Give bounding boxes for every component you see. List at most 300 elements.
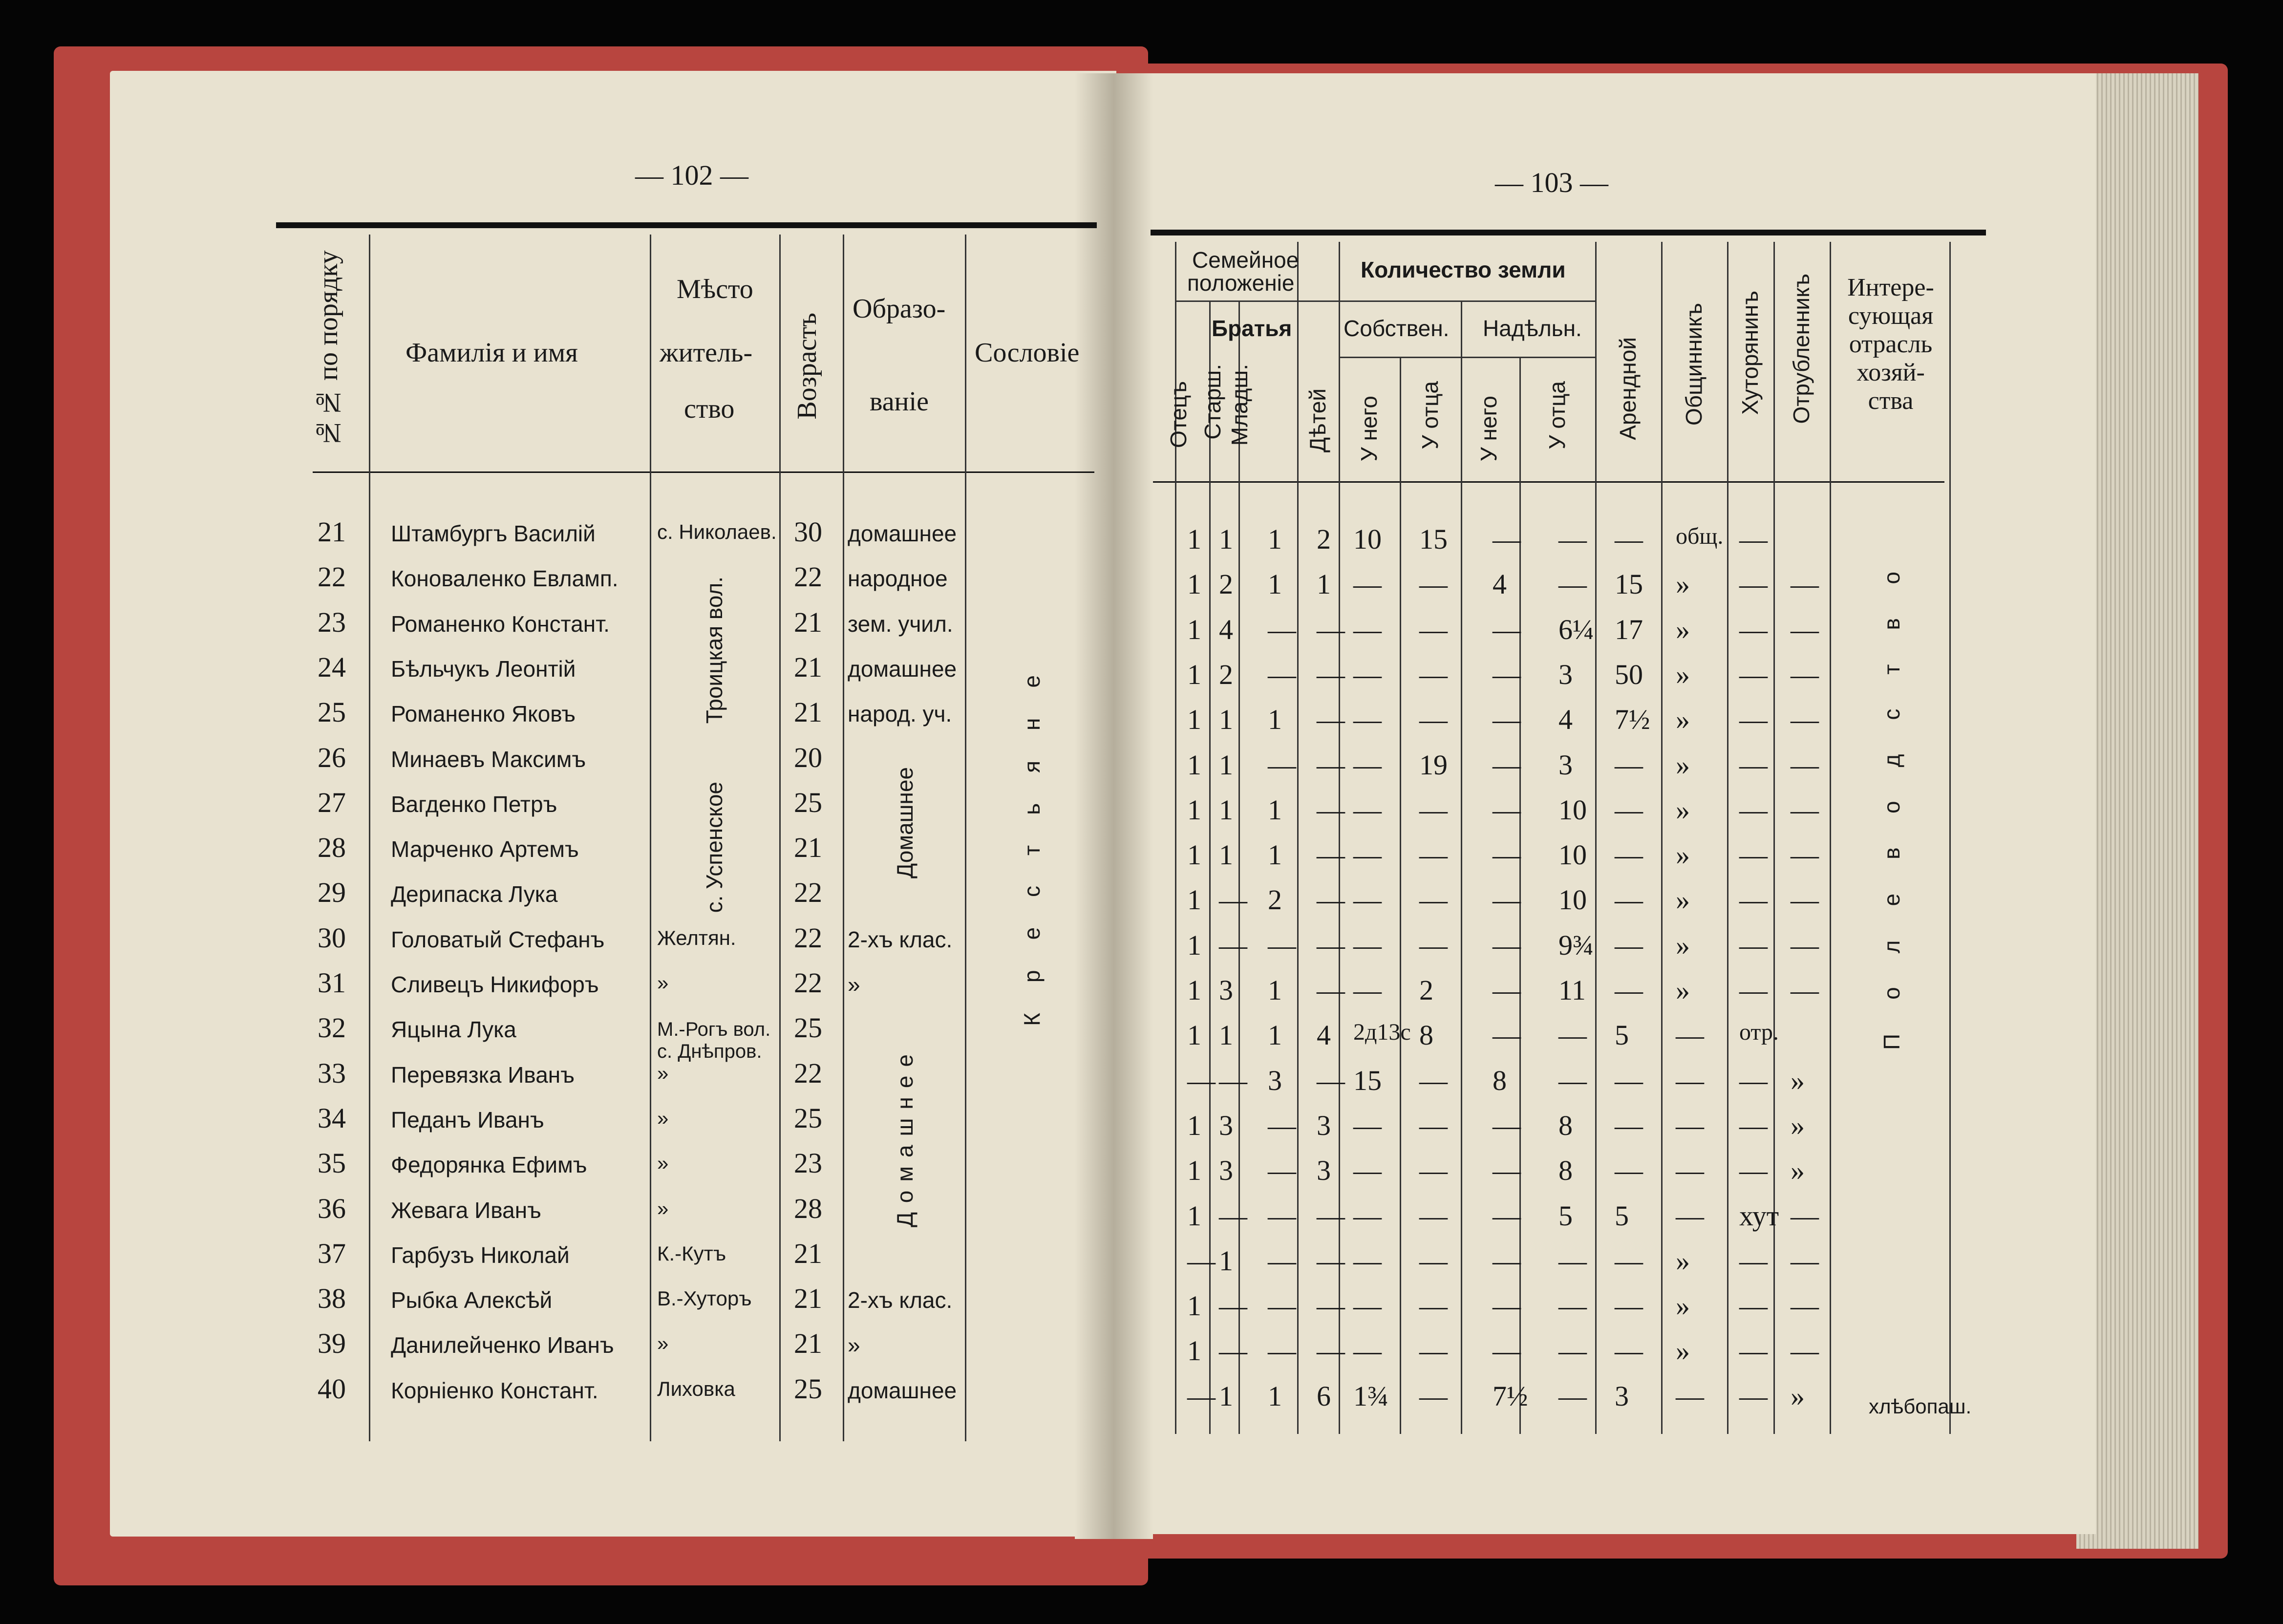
right-cell: 3 [1268,1065,1282,1096]
row-name: Романенко Яковъ [391,701,576,727]
right-cell: — [1791,1200,1819,1232]
right-cell: 7½ [1615,704,1650,735]
right-cell: 1 [1268,1380,1282,1412]
right-cell: — [1317,974,1345,1006]
right-cell: — [1739,1245,1768,1277]
right-cell: — [1419,929,1448,961]
right-cell: — [1493,1110,1521,1141]
book-gutter [1075,73,1153,1539]
col-divider [1830,242,1831,1434]
row-name: Дерипаска Лука [391,881,558,907]
right-cell: — [1739,568,1768,600]
right-cell: 1 [1187,1200,1201,1232]
row-name: Коноваленко Евламп. [391,566,619,591]
right-cell: — [1615,1290,1643,1322]
right-cell: — [1317,1245,1345,1277]
right-cell: — [1353,749,1382,781]
header-otrub: Отрубленникъ [1789,274,1814,424]
right-cell: 1 [1317,568,1331,600]
header-his: У него [1356,396,1382,462]
right-cell: — [1739,523,1768,555]
header-family-2: положеніе [1187,270,1295,296]
right-cell: — [1317,749,1345,781]
right-cell: 3 [1615,1380,1629,1412]
row-name: Жевага Иванъ [391,1197,541,1223]
right-cell: 8 [1419,1019,1433,1051]
header-interest-line: хозяй- [1856,359,1925,386]
right-cell: — [1353,1290,1382,1322]
row-age: 21 [794,1238,822,1269]
right-cell: » [1676,659,1690,690]
right-cell: 3 [1219,974,1233,1006]
right-cell: — [1268,614,1296,645]
right-cell: 2 [1419,974,1433,1006]
right-cell: 1 [1187,839,1201,871]
row-number: 30 [318,922,346,954]
row-number: 32 [318,1012,346,1044]
right-cell: — [1493,974,1521,1006]
header-allot: Надѣльн. [1483,316,1582,341]
vertical-estate: Крестьяне [1019,645,1045,1026]
right-cell: 1 [1187,614,1201,645]
top-rule-left [276,222,1097,228]
row-number: 22 [318,561,346,593]
right-cell: — [1739,1154,1768,1186]
right-cell: — [1739,1110,1768,1141]
row-age: 21 [794,832,822,863]
row-age: 21 [794,1282,822,1314]
right-cell: — [1317,1065,1345,1096]
header-place-1: Мѣсто [677,274,753,304]
col-divider [369,235,370,1441]
col-divider [965,235,966,1441]
row-name: Головатый Стефанъ [391,927,605,952]
right-cell: — [1353,568,1382,600]
row-age: 23 [794,1147,822,1179]
row-number: 40 [318,1373,346,1405]
right-cell: — [1791,1245,1819,1277]
row-education: зем. учил. [848,611,953,637]
row-age: 21 [794,696,822,728]
row-name: Сливецъ Никифоръ [391,972,599,997]
right-cell: 1 [1187,749,1201,781]
right-cell: 1 [1219,704,1233,735]
header-own: Собствен. [1344,316,1450,341]
right-cell: — [1353,1200,1382,1232]
right-cell: — [1353,614,1382,645]
row-age: 30 [794,516,822,548]
right-cell: 1 [1219,1245,1233,1277]
right-cell: — [1187,1245,1216,1277]
right-cell: — [1791,749,1819,781]
header-fathers: У отца [1417,381,1443,449]
top-rule-right [1151,230,1986,235]
right-cell: » [1791,1065,1805,1096]
row-education: домашнее [848,656,957,682]
page-number-right: — 103 — [1495,167,1608,198]
col-divider [650,235,651,1441]
right-cell: 1 [1187,523,1201,555]
row-name: Гарбузъ Николай [391,1242,570,1268]
right-cell: — [1615,1154,1643,1186]
right-cell: 1 [1219,1019,1233,1051]
right-cell: 1 [1268,568,1282,600]
right-cell: 1 [1219,1380,1233,1412]
header-name: Фамилія и имя [405,338,578,368]
row-name: Романенко Констант. [391,611,610,637]
right-cell: — [1558,568,1587,600]
row-age: 21 [794,651,822,683]
header-interest-line: Интере- [1847,274,1934,301]
right-cell: — [1317,1335,1345,1367]
right-cell: — [1676,1200,1704,1232]
row-education: 2-хъ клас. [848,1287,953,1313]
right-cell: » [1676,794,1690,826]
right-cell: 17 [1615,614,1643,645]
right-cell: 1 [1219,749,1233,781]
right-cell: — [1739,794,1768,826]
right-cell: 9¾ [1558,929,1594,961]
row-name: Педанъ Иванъ [391,1107,544,1133]
right-cell: — [1419,839,1448,871]
row-number: 34 [318,1102,346,1134]
header-interest-line: отрасль [1849,330,1933,358]
row-number: 39 [318,1327,346,1359]
right-cell: — [1791,659,1819,690]
right-cell: 15 [1353,1065,1382,1096]
right-cell: — [1615,794,1643,826]
row-number: 24 [318,651,346,683]
right-cell: 1 [1268,1019,1282,1051]
right-cell: — [1739,1335,1768,1367]
right-cell: 1 [1187,1019,1201,1051]
right-cell: 10 [1558,794,1587,826]
right-cell: 1 [1187,568,1201,600]
right-cell: — [1493,1200,1521,1232]
right-cell: — [1187,1380,1216,1412]
row-age: 25 [794,1102,822,1134]
right-cell: — [1219,929,1247,961]
row-place: » [657,1152,669,1175]
header-education-1: Образо- [853,294,946,324]
col-divider [1595,242,1597,1434]
header-rule-right [1153,481,1944,483]
right-cell: 11 [1558,974,1586,1006]
subheader-rule [1339,357,1595,358]
vertical-edu-1: Домашнее [892,767,917,878]
right-cell: — [1353,974,1382,1006]
row-number: 33 [318,1057,346,1089]
header-fathers2: У отца [1544,381,1570,449]
right-cell: — [1493,749,1521,781]
row-name: Яцына Лука [391,1017,516,1042]
right-cell: 1 [1187,974,1201,1006]
right-cell: — [1493,523,1521,555]
right-cell: — [1558,1290,1587,1322]
right-cell: 1 [1187,1154,1201,1186]
right-cell: — [1739,929,1768,961]
right-cell: » [1791,1110,1805,1141]
right-cell: — [1317,884,1345,916]
right-cell: 1 [1268,523,1282,555]
right-cell: 4 [1493,568,1507,600]
right-cell: » [1791,1154,1805,1186]
right-cell: — [1419,1290,1448,1322]
header-interest [1839,274,1942,415]
header-communal: Общинникъ [1681,303,1707,426]
right-cell: 6¼ [1558,614,1594,645]
right-cell: — [1739,614,1768,645]
right-cell: — [1419,704,1448,735]
right-cell: — [1676,1380,1704,1412]
header-brothers: Братья [1212,316,1292,341]
header-place-3: ство [684,394,735,424]
right-cell: — [1791,794,1819,826]
right-cell: — [1493,794,1521,826]
row-age: 25 [794,787,822,818]
right-cell: 3 [1317,1110,1331,1141]
right-cell: — [1219,1290,1247,1322]
right-cell: — [1419,1200,1448,1232]
header-rent: Арендной [1615,337,1641,440]
right-cell: — [1419,1245,1448,1277]
row-name: Корніенко Констант. [391,1378,598,1403]
right-cell: 5 [1558,1200,1573,1232]
right-cell: 1 [1268,974,1282,1006]
col-divider [843,235,844,1441]
right-cell: — [1558,523,1587,555]
right-cell: — [1615,974,1643,1006]
right-cell: 19 [1419,749,1448,781]
right-cell: 2 [1317,523,1331,555]
right-cell: — [1739,884,1768,916]
right-cell: — [1419,1380,1448,1412]
right-cell: — [1317,704,1345,735]
right-cell: — [1791,839,1819,871]
right-cell: 1 [1187,1335,1201,1367]
right-cell: — [1791,704,1819,735]
header-younger: Младш. [1227,364,1252,446]
row-name: Штамбургъ Василій [391,521,596,546]
right-cell: — [1353,659,1382,690]
row-number: 21 [318,516,346,548]
right-cell: 10 [1558,839,1587,871]
right-cell: 50 [1615,659,1643,690]
right-cell: — [1317,659,1345,690]
row-age: 22 [794,876,822,908]
row-place: К.-Кутъ [657,1242,726,1265]
header-rule-left [313,471,1094,473]
col-divider [1461,300,1462,1434]
right-cell: 1 [1268,839,1282,871]
right-cell: — [1791,614,1819,645]
right-cell: 3 [1219,1110,1233,1141]
right-cell: » [1676,1335,1690,1367]
right-cell: — [1615,749,1643,781]
right-cell: — [1739,974,1768,1006]
row-age: 22 [794,967,822,999]
right-cell: — [1615,1245,1643,1277]
right-cell: — [1317,929,1345,961]
col-divider [1727,242,1728,1434]
right-cell: 10 [1558,884,1587,916]
right-cell: хут [1739,1200,1779,1232]
header-place-2: житель- [660,338,753,368]
right-cell: » [1676,749,1690,781]
row-number: 36 [318,1193,346,1224]
right-cell: 8 [1558,1110,1573,1141]
vertical-interest: Полеводство [1879,537,1904,1050]
row-name: Марченко Артемъ [391,836,579,862]
right-cell: — [1219,1200,1247,1232]
header-land: Количество земли [1361,257,1566,282]
right-cell: — [1493,1245,1521,1277]
right-cell: — [1493,704,1521,735]
row-age: 25 [794,1373,822,1405]
right-cell: 6 [1317,1380,1331,1412]
header-education-2: ваніе [870,386,929,417]
right-cell: » [1676,704,1690,735]
right-cell: — [1615,1335,1643,1367]
right-cell: — [1419,659,1448,690]
right-cell: 3 [1317,1154,1331,1186]
header-older: Старш. [1200,364,1225,440]
row-education: народное [848,566,948,591]
right-cell: — [1739,659,1768,690]
header-khutor: Хуторянинъ [1737,291,1763,415]
header-age: Возрастъ [792,313,822,420]
header-num: №№ по порядку [313,250,343,449]
row-number: 35 [318,1147,346,1179]
right-cell: 1 [1219,523,1233,555]
place-32-line1: М.-Рогъ вол. [657,1019,771,1040]
right-cell: 3 [1558,749,1573,781]
right-cell: — [1558,1019,1587,1051]
right-cell: » [1676,884,1690,916]
right-cell: 1 [1187,659,1201,690]
col-divider [779,235,781,1441]
row-number: 27 [318,787,346,818]
right-cell: 2 [1219,568,1233,600]
right-cell: — [1615,1065,1643,1096]
right-cell: 1 [1187,1290,1201,1322]
row-place: » [657,971,669,994]
right-cell: — [1493,659,1521,690]
row-age: 22 [794,561,822,593]
right-cell: — [1187,1065,1216,1096]
right-cell: — [1419,794,1448,826]
right-cell: — [1419,614,1448,645]
right-cell: — [1791,568,1819,600]
right-cell: 1 [1187,704,1201,735]
right-cell: — [1268,1110,1296,1141]
col-divider [1773,242,1775,1434]
vertical-place-1: Троицкая вол. [702,577,727,724]
col-divider [1400,357,1401,1434]
header-estate: Сословіе [975,338,1080,368]
right-cell: — [1419,1154,1448,1186]
right-cell: 1 [1268,794,1282,826]
right-cell: общ. [1676,523,1724,549]
right-cell: — [1419,1335,1448,1367]
right-cell: — [1493,839,1521,871]
row-name: Минаевъ Максимъ [391,747,586,772]
row-place: » [657,1107,669,1130]
header-family-1: Семейное [1192,247,1299,273]
right-cell: — [1317,839,1345,871]
row-number: 26 [318,742,346,773]
right-cell: — [1739,1380,1768,1412]
right-cell: — [1739,1290,1768,1322]
right-cell: 15 [1419,523,1448,555]
right-cell: 4 [1558,704,1573,735]
right-cell: — [1791,1290,1819,1322]
right-cell: — [1353,1110,1382,1141]
row-name: Вагденко Петръ [391,791,557,817]
page-number-left: — 102 — [635,159,748,191]
right-cell: — [1419,1110,1448,1141]
right-cell: — [1739,704,1768,735]
right-cell: 10 [1353,523,1382,555]
row-name: Рыбка Алексѣй [391,1287,553,1313]
header-interest-line: сующая [1848,302,1934,330]
right-cell: 3 [1558,659,1573,690]
right-cell: — [1791,884,1819,916]
row-age: 28 [794,1193,822,1224]
right-cell: — [1676,1154,1704,1186]
right-cell: 1 [1187,1110,1201,1141]
right-cell: — [1493,929,1521,961]
right-cell: — [1493,1154,1521,1186]
right-cell: » [1676,1290,1690,1322]
row-age: 21 [794,606,822,638]
right-cell: 8 [1558,1154,1573,1186]
right-cell: 2 [1268,884,1282,916]
right-cell: 8 [1493,1065,1507,1096]
right-cell: — [1353,1245,1382,1277]
right-cell: — [1268,1290,1296,1322]
right-cell: — [1268,1245,1296,1277]
right-cell: — [1419,884,1448,916]
row-place: Лиховка [657,1377,735,1400]
right-cell: — [1676,1110,1704,1141]
row-name: Перевязка Иванъ [391,1062,575,1088]
right-cell: 2д13с [1353,1019,1411,1045]
right-cell: — [1219,1065,1247,1096]
right-cell: » [1676,614,1690,645]
right-cell: — [1615,884,1643,916]
right-cell: — [1219,1335,1247,1367]
right-cell: — [1615,839,1643,871]
header-interest-line: ства [1868,387,1914,415]
row-number: 25 [318,696,346,728]
row-number: 37 [318,1238,346,1269]
row-number: 31 [318,967,346,999]
row-place: » [657,1332,669,1355]
row-place: с. Николаев. [657,520,777,543]
right-cell: — [1317,794,1345,826]
right-cell: — [1419,1065,1448,1096]
right-cell: 1 [1268,704,1282,735]
right-cell: отр. [1739,1019,1779,1045]
row-name: Федорянка Ефимъ [391,1152,587,1177]
right-cell: 7½ [1493,1380,1528,1412]
right-cell: » [1791,1380,1805,1412]
right-cell: 15 [1615,568,1643,600]
right-cell: — [1268,1335,1296,1367]
right-cell: — [1353,704,1382,735]
row-education: 2-хъ клас. [848,927,953,952]
